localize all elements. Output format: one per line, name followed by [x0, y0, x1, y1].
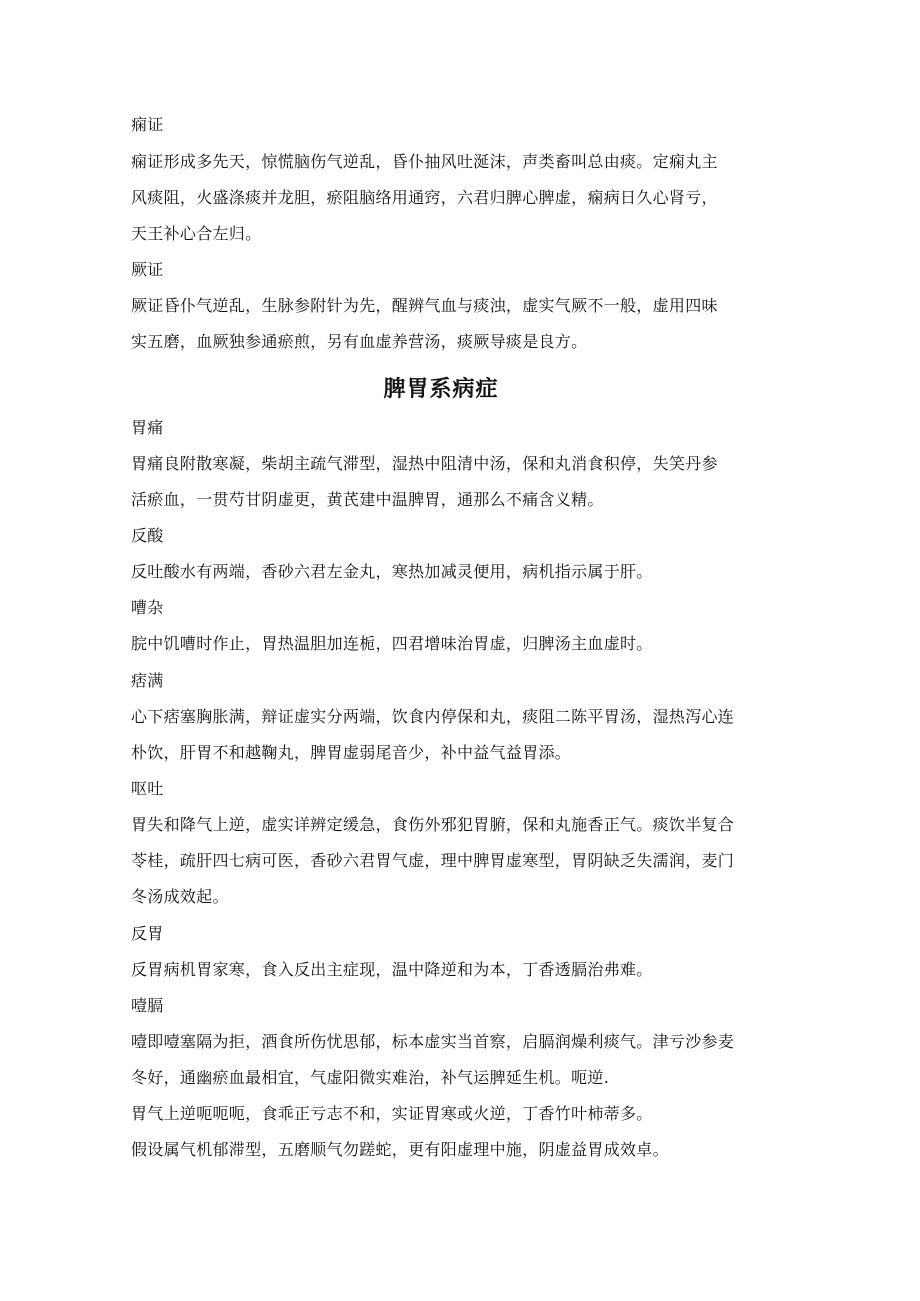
section-heading-yege: 噎膈 — [131, 996, 164, 1015]
section-heading-piman: 痞满 — [131, 671, 164, 690]
text-line: 实五磨，血厥独参通瘀煎，另有血虚养营汤，痰厥导痰是良方。 — [131, 332, 588, 351]
text-line: 痫证形成多先天，惊慌脑伤气逆乱，昏仆抽风吐涎沫，声类畜叫总由痰。定痫丸主 — [131, 152, 718, 171]
section-heading-outu: 呕吐 — [131, 779, 164, 798]
section-heading-caoza: 嘈杂 — [131, 598, 164, 617]
text-line: 胃气上逆呃呃呃，食乖正亏志不和，实证胃寒或火逆，丁香竹叶柿蒂多。 — [131, 1104, 653, 1123]
section-heading-fansuan: 反酸 — [131, 526, 164, 545]
text-line: 苓桂，疏肝四七病可医，香砂六君胃气虚，理中脾胃虚寒型，胃阴缺乏失濡润，麦门 — [131, 851, 735, 870]
text-line: 假设属气机郁滞型，五磨顺气勿蹉蛇，更有阳虚理中施，阴虚益胃成效卓。 — [131, 1140, 669, 1159]
text-line: 风痰阻，火盛涤痰并龙胆，瘀阻脑络用通窍，六君归脾心脾虚，痫病日久心肾亏， — [131, 188, 718, 207]
section-heading-weitong: 胃痛 — [131, 418, 164, 437]
text-line: 噎即噎塞隔为拒，酒食所伤忧思郁，标本虚实当首察，启膈润燥利痰气。津亏沙参麦 — [131, 1032, 735, 1051]
text-line: 天王补心合左归。 — [131, 224, 262, 243]
text-line: 反胃病机胃家寒，食入反出主症现，温中降逆和为本，丁香透膈治弗难。 — [131, 960, 653, 979]
text-line: 胃失和降气上逆，虚实详辨定缓急，食伤外邪犯胃腑，保和丸施香正气。痰饮半复合 — [131, 815, 735, 834]
chapter-title: 脾胃系病症 — [383, 376, 499, 402]
text-line: 朴饮，肝胃不和越鞠丸，脾胃虚弱尾音少，补中益气益胃添。 — [131, 743, 572, 762]
text-line: 脘中饥嘈时作止，胃热温胆加连栀，四君增味治胃虚，归脾汤主血虚时。 — [131, 634, 653, 653]
section-heading-dianzheng: 痫证 — [131, 115, 164, 134]
text-line: 厥证昏仆气逆乱，生脉参附针为先，醒辨气血与痰浊，虚实气厥不一般，虚用四味 — [131, 296, 718, 315]
section-heading-juezheng: 厥证 — [131, 260, 164, 279]
text-line: 冬好，通幽瘀血最相宜，气虚阳微实难治，补气运脾延生机。呃逆. — [131, 1068, 610, 1087]
text-line: 活瘀血，一贯芍甘阴虚更，黄芪建中温脾胃，通那么不痛含义精。 — [131, 490, 604, 509]
section-heading-fanwei: 反胃 — [131, 924, 164, 943]
text-line: 胃痛良附散寒凝，柴胡主疏气滞型，湿热中阻清中汤，保和丸消食积停，失笑丹参 — [131, 454, 718, 473]
text-line: 反吐酸水有两端，香砂六君左金丸，寒热加减灵便用，病机指示属于肝。 — [131, 562, 653, 581]
text-line: 冬汤成效起。 — [131, 887, 229, 906]
text-line: 心下痞塞胸胀满，辩证虚实分两端，饮食内停保和丸，痰阻二陈平胃汤，湿热泻心连 — [131, 707, 735, 726]
